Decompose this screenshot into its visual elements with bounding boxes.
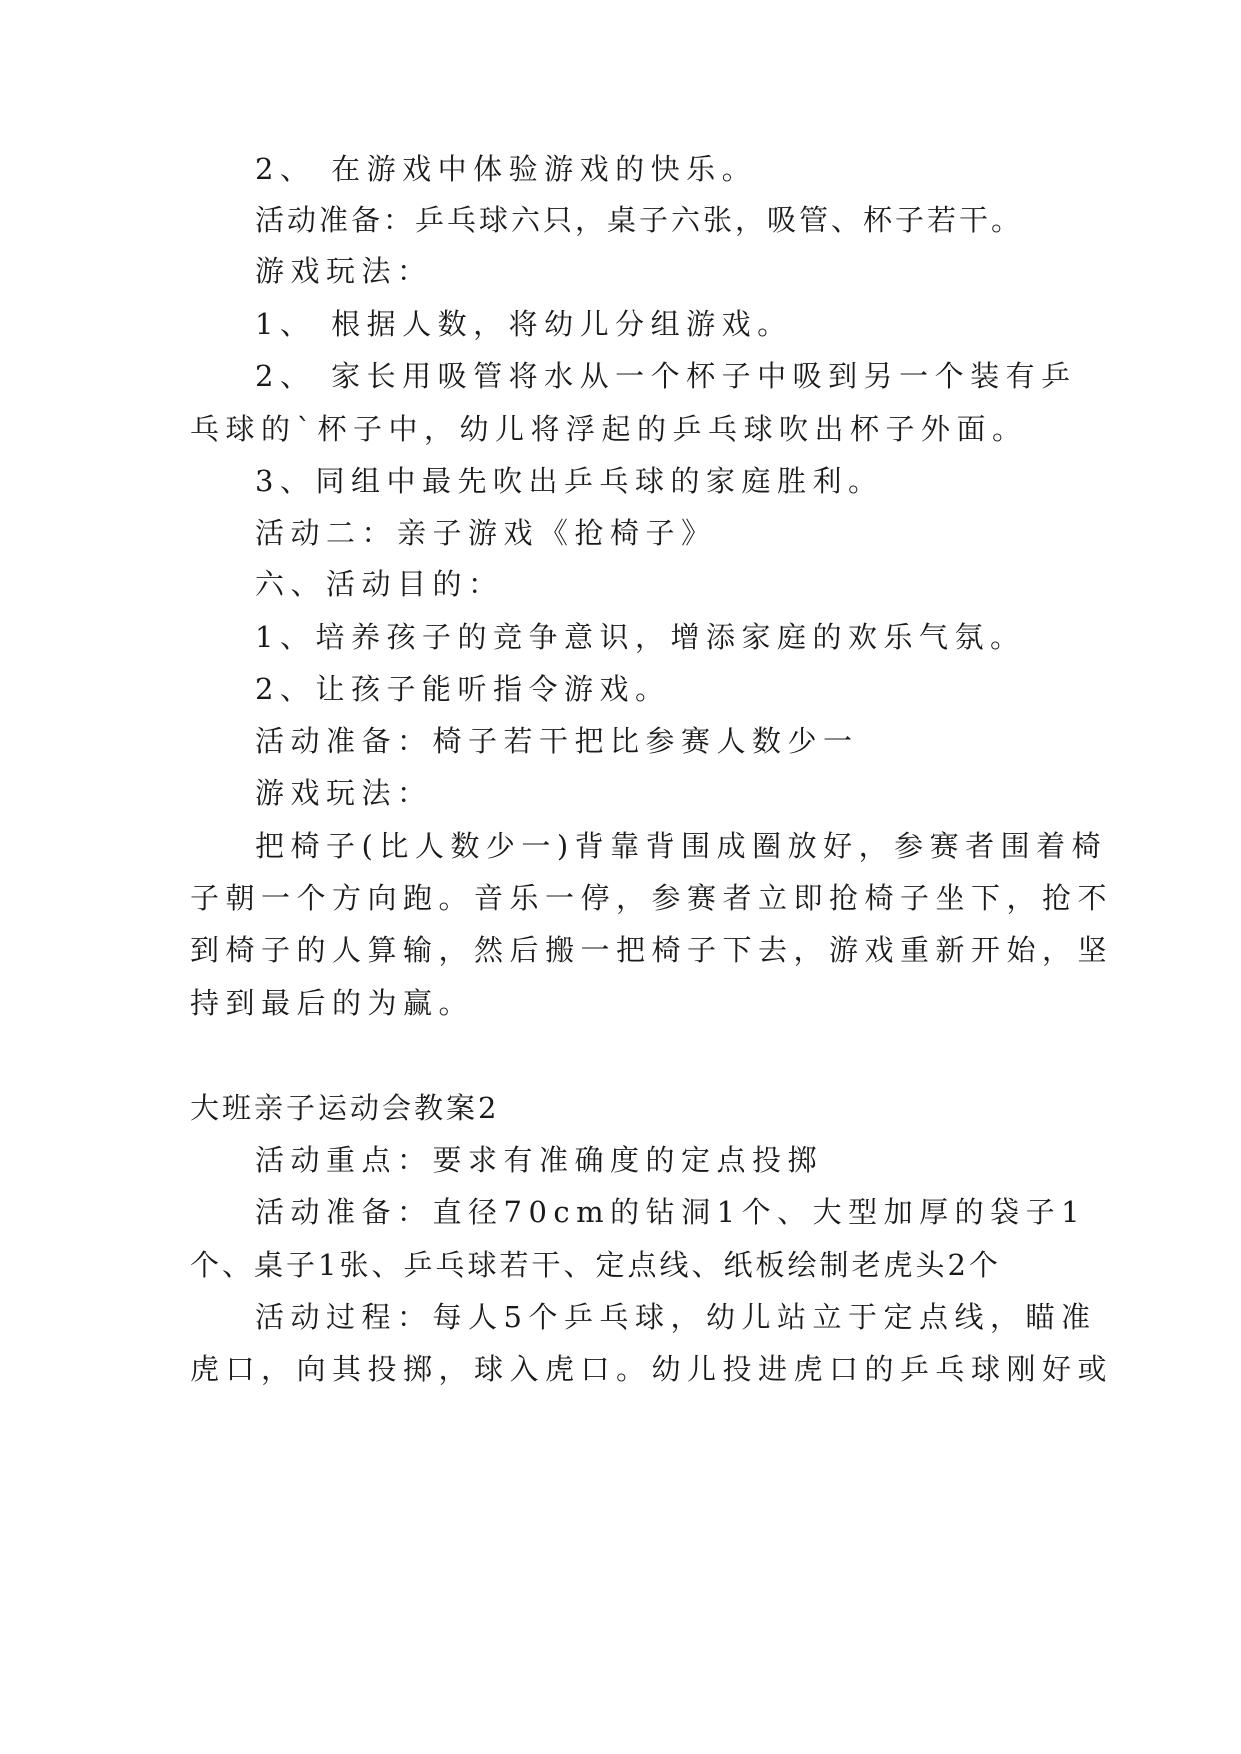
paragraph-line: 个、桌子1张、乒乓球若干、定点线、纸板绘制老虎头2个 xyxy=(190,1248,1001,1282)
paragraph-line: 活动准备：乒乓球六只，桌子六张，吸管、杯子若干。 xyxy=(255,203,1024,237)
paragraph-line: 虎口，向其投掷，球入虎口。幼儿投进虎口的乒乓球刚好或 xyxy=(190,1352,1114,1386)
document-title: 大班亲子运动会教案2 xyxy=(190,1091,500,1125)
paragraph-line: 活动过程：每人5个乒乓球，幼儿站立于定点线，瞄准 xyxy=(255,1300,1097,1334)
paragraph-line: 1、培养孩子的竞争意识，增添家庭的欢乐气氛。 xyxy=(255,620,1026,654)
paragraph-line: 把椅子(比人数少一)背靠背围成圈放好，参赛者围着椅 xyxy=(255,829,1108,863)
paragraph-line: 子朝一个方向跑。音乐一停，参赛者立即抢椅子坐下，抢不 xyxy=(190,881,1114,915)
paragraph-line: 1、 根据人数，将幼儿分组游戏。 xyxy=(255,307,793,341)
paragraph-line: 持到最后的为赢。 xyxy=(190,986,475,1020)
paragraph-line: 游戏玩法： xyxy=(255,776,433,810)
section-heading: 六、活动目的： xyxy=(255,567,504,601)
paragraph-line: 活动重点：要求有准确度的定点投掷 xyxy=(255,1143,824,1177)
paragraph-line: 乓球的`杯子中，幼儿将浮起的乒乓球吹出杯子外面。 xyxy=(190,412,1028,446)
paragraph-line: 活动准备：直径70cm的钻洞1个、大型加厚的袋子1 xyxy=(255,1195,1087,1229)
paragraph-line: 3、同组中最先吹出乒乓球的家庭胜利。 xyxy=(255,464,884,498)
paragraph-line: 到椅子的人算输，然后搬一把椅子下去，游戏重新开始，坚 xyxy=(190,933,1114,967)
paragraph-line: 游戏玩法： xyxy=(255,254,433,288)
paragraph-line: 2、让孩子能听指令游戏。 xyxy=(255,672,671,706)
paragraph-line: 2、 家长用吸管将水从一个杯子中吸到另一个装有乒 xyxy=(255,359,1077,393)
paragraph-line: 2、 在游戏中体验游戏的快乐。 xyxy=(255,152,758,186)
section-heading: 活动二：亲子游戏《抢椅子》 xyxy=(255,516,717,550)
paragraph-line: 活动准备：椅子若干把比参赛人数少一 xyxy=(255,724,859,758)
